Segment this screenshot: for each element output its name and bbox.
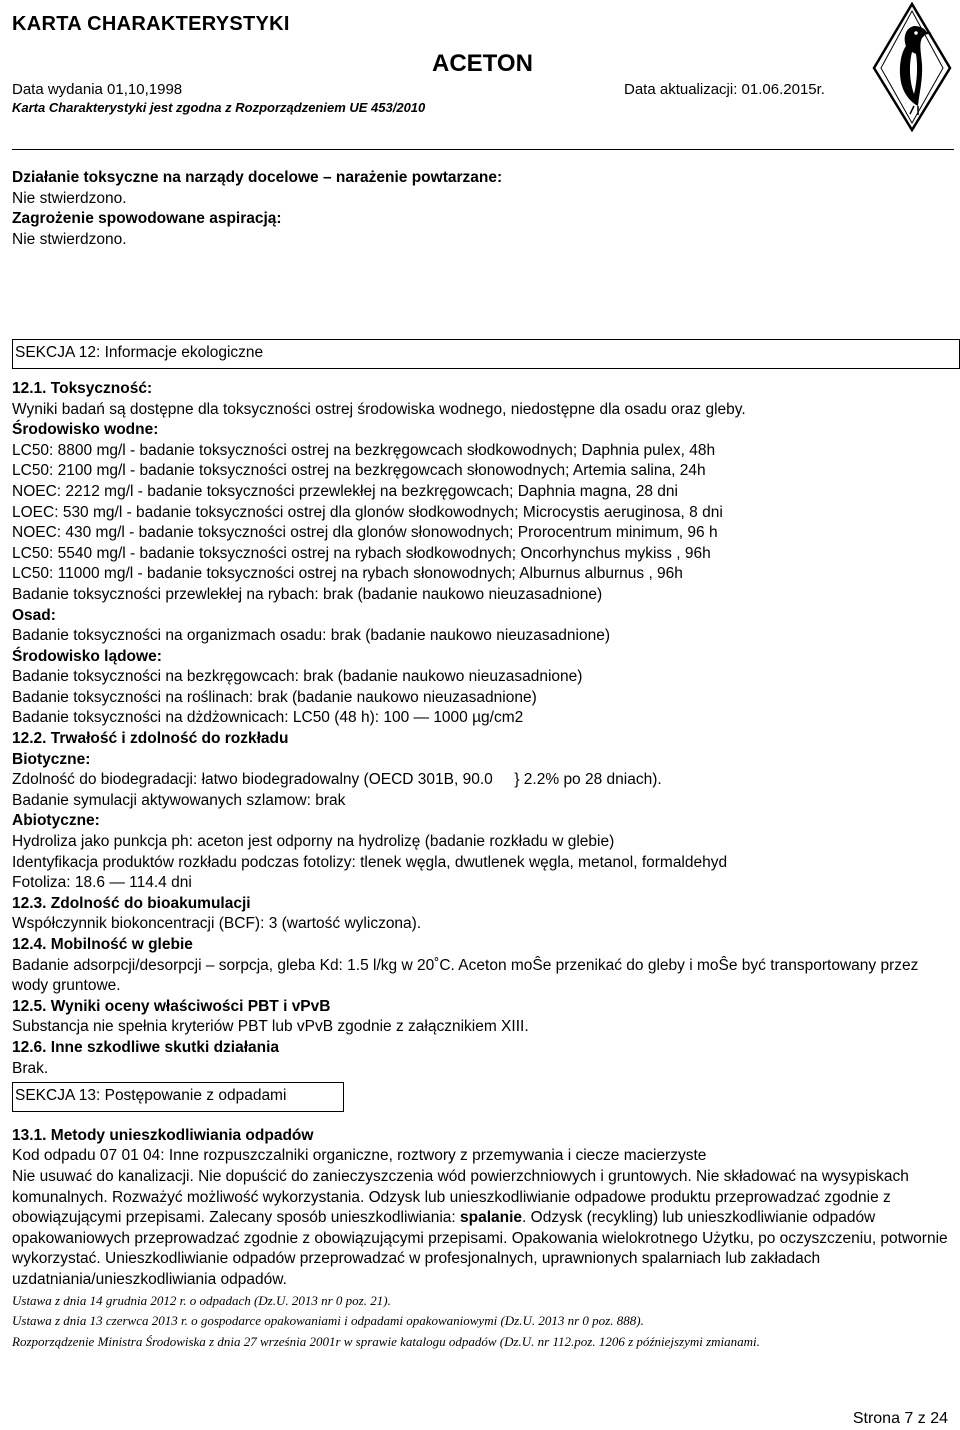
biotic-line: Zdolność do biodegradacji: łatwo biodegradowalny (OECD 301B, 90.0 } 2.2% po 28 dniach).	[12, 771, 662, 789]
product-name: ACETON	[432, 50, 533, 77]
section-13-title: SEKCJA 13: Postępowanie z odpadami	[15, 1087, 287, 1105]
abiotic-line: Identyfikacja produktów rozkładu podczas fotolizy: tlenek węgla, dwutlenek węgla, metanol, formaldehyd	[12, 853, 728, 871]
aquatic-line: Badanie toksyczności przewlekłej na rybach: brak (badanie naukowo nieuzasadnione)	[12, 585, 603, 603]
disposal-heading: 13.1. Metody unieszkodliwiania odpadów	[12, 1126, 314, 1144]
mobility-heading: 12.4. Mobilność w glebie	[12, 936, 193, 953]
repeat-exposure-value: Nie stwierdzono.	[12, 189, 127, 207]
section-12-title: SEKCJA 12: Informacje ekologiczne	[15, 344, 264, 362]
disposal-text	[12, 1167, 952, 1291]
company-logo-icon	[872, 2, 952, 132]
disposal-text-part: Nie usuwać do kanalizacji. Nie dopuścić do zanieczyszczenia wód powierzchniowych i gruntowych. Nie składować na wysypiskach komunalnych. Rozważyć możliwość wykorzystania. Odzysk lub unieszkodliwianie odpadowe produktu przeprowadzać zgodnie z obowiązującymi przepisami. Zalecany sposób unieszkodliwiania:	[12, 1167, 909, 1227]
abiotic-line: Hydroliza jako punkcja ph: aceton jest odporny na hydrolizę (badanie rozkładu w glebie)	[12, 833, 615, 851]
other-effects-heading: 12.6. Inne szkodliwe skutki działania	[12, 1038, 280, 1056]
aquatic-line: NOEC: 430 mg/l - badanie toksyczności ostrej dla glonów słonowodnych; Prorocentrum minimum, 96 h	[12, 524, 718, 542]
aspiration-heading: Zagrożenie spowodowane aspiracją:	[12, 210, 282, 228]
aquatic-line: LC50: 8800 mg/l - badanie toksyczności ostrej na bezkręgowcach słodkowodnych; Daphnia pulex, 48h	[12, 441, 716, 459]
toxicity-intro: Wyniki badań są dostępne dla toksyczności ostrej środowiska wodnego, niedostępne dla osadu oraz gleby.	[12, 400, 746, 418]
aquatic-line: LOEC: 530 mg/l - badanie toksyczności ostrej dla glonów słodkowodnych; Microcystis aeruginosa, 8 dni	[12, 503, 723, 521]
update-date: Data aktualizacji: 01.06.2015r.	[624, 81, 825, 98]
other-effects-text: Brak.	[12, 1059, 49, 1077]
biotic-line: Badanie symulacji aktywowanych szlamow: brak	[12, 791, 346, 809]
repeat-exposure-heading: Działanie toksyczne na narządy docelowe – narażenie powtarzane:	[12, 169, 503, 186]
aquatic-line: LC50: 5540 mg/l - badanie toksyczności ostrej na rybach słodkowodnych; Oncorhynchus mykiss , 96h	[12, 544, 711, 562]
soil-line: Badanie toksyczności na roślinach: brak (badanie naukowo nieuzasadnione)	[12, 688, 537, 706]
compliance-note: Karta Charakterystyki jest zgodna z Rozporządzeniem UE 453/2010	[12, 100, 426, 115]
header-divider	[12, 149, 954, 150]
bioaccumulation-text: Współczynnik biokoncentracji (BCF): 3 (wartość wyliczona).	[12, 915, 422, 933]
document-title: KARTA CHARAKTERYSTYKI	[12, 13, 290, 35]
footnote: Ustawa z dnia 14 grudnia 2012 r. o odpadach (Dz.U. 2013 nr 0 poz. 21).	[12, 1292, 391, 1308]
pbt-text: Substancja nie spełnia kryteriów PBT lub vPvB zgodnie z załącznikiem XIII.	[12, 1018, 529, 1036]
soil-heading: Środowisko lądowe:	[12, 647, 162, 665]
soil-line: Badanie toksyczności na bezkręgowcach: brak (badanie naukowo nieuzasadnione)	[12, 668, 583, 686]
biotic-heading: Biotyczne:	[12, 750, 91, 768]
issue-date: Data wydania 01,10,1998	[12, 81, 183, 98]
aquatic-heading: Środowisko wodne:	[12, 421, 159, 439]
footnote: Rozporządzenie Ministra Środowiska z dnia 27 września 2001r w sprawie katalogu odpadów (Dz.U. nr 112.poz. 1206 z późniejszymi zmianami.	[12, 1333, 760, 1349]
disposal-text-part: . Odzysk (recykling) lub unieszkodliwianie odpadów opakowaniowych przeprowadzać zgodnie z obowiązującymi przepisami. Opakowania wielokrotnego Użytku, po oczyszczeniu, potwornie wykorzystać. Unieszkodliwianie odpadów przeprowadzać w profesjonalnych, uprawnionych spalarniach lub zakładach uzdatniania/unieszkodliwiania odpadów.	[12, 1209, 948, 1288]
abiotic-line: Fotoliza: 18.6 — 114.4 dni	[12, 874, 192, 892]
document-body	[12, 168, 952, 1352]
persistence-heading: 12.2. Trwałość i zdolność do rozkładu	[12, 730, 289, 748]
page-number: Strona 7 z 24	[852, 1410, 948, 1427]
bioaccumulation-heading: 12.3. Zdolność do bioakumulacji	[12, 894, 251, 912]
toxicity-heading: 12.1. Toksyczność:	[12, 379, 153, 397]
aquatic-line: LC50: 11000 mg/l - badanie toksyczności ostrej na rybach słonowodnych; Alburnus alburnus , 96h	[12, 565, 683, 583]
mobility-text: Badanie adsorpcji/desorpcji – sorpcja, gleba Kd: 1.5 l/kg w 20˚C. Aceton moŜe przenikać do gleby i moŜe być transportowany przez wody gruntowe.	[12, 956, 919, 995]
waste-code: Kod odpadu 07 01 04: Inne rozpuszczalniki organiczne, roztwory z przemywania i ciecze macierzyste	[12, 1147, 707, 1165]
disposal-method-bold: spalanie	[460, 1209, 523, 1227]
abiotic-heading: Abiotyczne:	[12, 812, 100, 830]
legal-footnotes	[12, 1291, 952, 1353]
aquatic-line: NOEC: 2212 mg/l - badanie toksyczności przewlekłej na bezkręgowcach; Daphnia magna, 28 dni	[12, 482, 678, 500]
aspiration-value: Nie stwierdzono.	[12, 230, 127, 248]
pbt-heading: 12.5. Wyniki oceny właściwości PBT i vPvB	[12, 997, 331, 1015]
footnote: Ustawa z dnia 13 czerwca 2013 r. o gospodarce opakowaniami i odpadami opakowaniowymi (Dz.U. 2013 nr 0 poz. 888).	[12, 1313, 644, 1328]
section-13-title-box	[12, 1082, 344, 1112]
section-12-title-box	[12, 339, 960, 369]
sediment-line: Badanie toksyczności na organizmach osadu: brak (badanie naukowo nieuzasadnione)	[12, 627, 610, 645]
soil-line: Badanie toksyczności na dżdżownicach: LC50 (48 h): 100 — 1000 µg/cm2	[12, 709, 524, 727]
sediment-heading: Osad:	[12, 606, 56, 624]
aquatic-line: LC50: 2100 mg/l - badanie toksyczności ostrej na bezkręgowcach słonowodnych; Artemia salina, 24h	[12, 462, 706, 480]
